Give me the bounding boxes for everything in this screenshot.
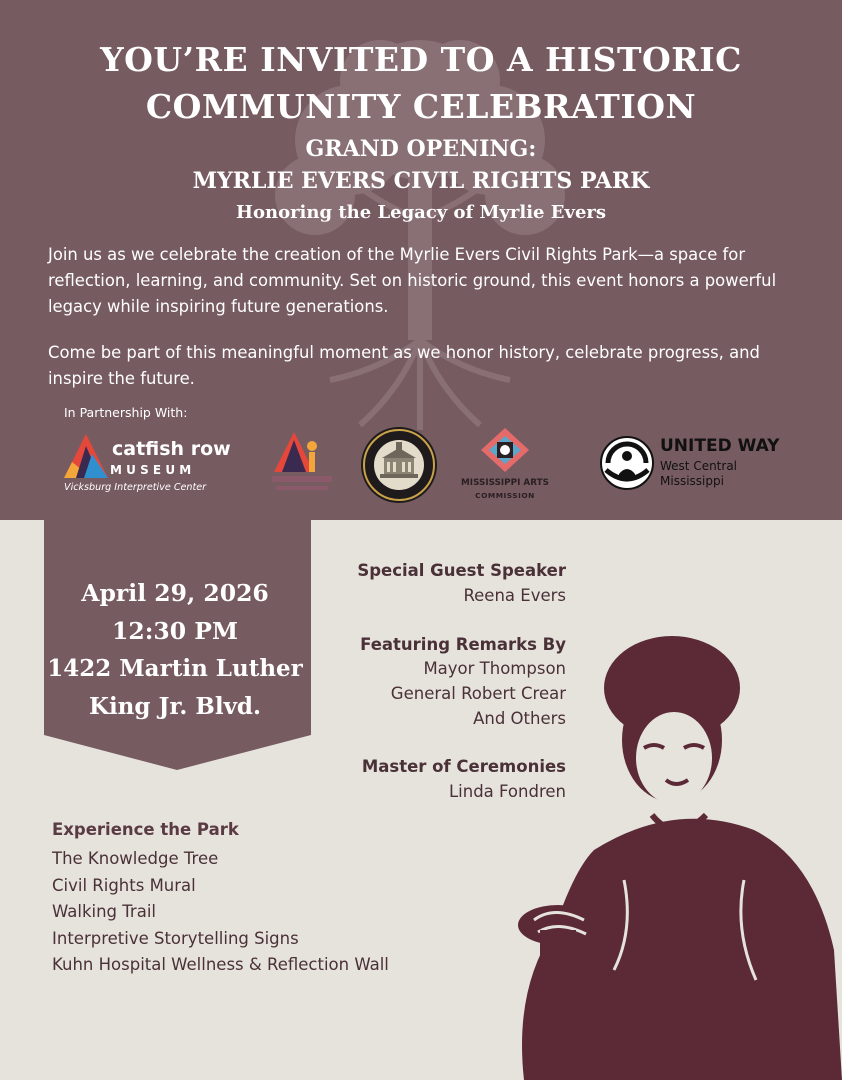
speaker-heading: Special Guest Speaker: [357, 561, 566, 580]
intro-paragraph-2: Come be part of this meaningful moment as we honor history, celebrate progress, and inspire the future.: [48, 343, 760, 388]
united-way-title: UNITED WAY: [660, 436, 780, 456]
united-way-logo: [600, 434, 780, 494]
remarks-name: General Robert Crear: [390, 684, 566, 703]
experience-heading: Experience the Park: [52, 820, 239, 839]
intro-paragraph-1: Join us as we celebrate the creation of the Myrlie Evers Civil Rights Park—a space for reflection, learning, and community. Set on historic ground, this event honors a powerful legacy while inspiring future generations.: [48, 245, 777, 316]
catfish-row-title: catfish row: [112, 438, 231, 460]
catfish-row-museum-logo: [62, 432, 238, 496]
event-date: April 29, 2026: [81, 579, 269, 607]
invitation-title-line-1: YOU’RE INVITED TO A HISTORIC: [100, 40, 742, 79]
catfish-tagline: Vicksburg Interpretive Center: [64, 482, 207, 493]
united-way-region-line-1: West Central: [660, 459, 738, 473]
tagline: Honoring the Legacy of Myrlie Evers: [235, 202, 607, 223]
grand-opening-heading: GRAND OPENING:: [305, 136, 537, 162]
city-of-vicksburg-seal-icon: [360, 426, 438, 504]
remarks-heading: Featuring Remarks By: [360, 635, 566, 654]
event-address-line-1: 1422 Martin Luther: [47, 655, 303, 682]
mc-heading: Master of Ceremonies: [361, 757, 566, 776]
header-panel: [0, 0, 842, 520]
straight-up-logo-icon: [266, 428, 338, 500]
list-item: Walking Trail: [52, 902, 156, 922]
invitation-title-line-2: COMMUNITY CELEBRATION: [145, 87, 697, 126]
remarks-name: Mayor Thompson: [423, 659, 566, 678]
list-item: Civil Rights Mural: [52, 875, 196, 895]
united-way-hand-icon: [600, 436, 654, 490]
myrlie-evers-portrait-icon: [494, 630, 842, 1080]
united-way-region-line-2: Mississippi: [660, 474, 724, 488]
remarks-name: And Others: [473, 709, 566, 728]
list-item: Kuhn Hospital Wellness & Reflection Wall: [52, 955, 389, 975]
catfish-museum-label: MUSEUM: [110, 463, 196, 477]
event-time: 12:30 PM: [112, 617, 238, 645]
list-item: The Knowledge Tree: [52, 849, 219, 868]
park-name-heading: MYRLIE EVERS CIVIL RIGHTS PARK: [192, 168, 650, 194]
arts-commission-label: COMMISSION: [475, 491, 535, 500]
arts-commission-mark-icon: [479, 426, 531, 476]
speaker-name: Reena Evers: [463, 586, 566, 605]
experience-list: [52, 846, 389, 979]
arts-commission-name: MISSISSIPPI ARTS: [461, 478, 549, 488]
partnership-label: In Partnership With:: [64, 405, 188, 420]
list-item: Interpretive Storytelling Signs: [52, 928, 299, 948]
mississippi-arts-commission-logo: [460, 426, 550, 504]
event-address-line-2: King Jr. Blvd.: [88, 693, 262, 720]
mountain-logo-icon: [62, 432, 110, 482]
mc-name: Linda Fondren: [448, 782, 566, 801]
